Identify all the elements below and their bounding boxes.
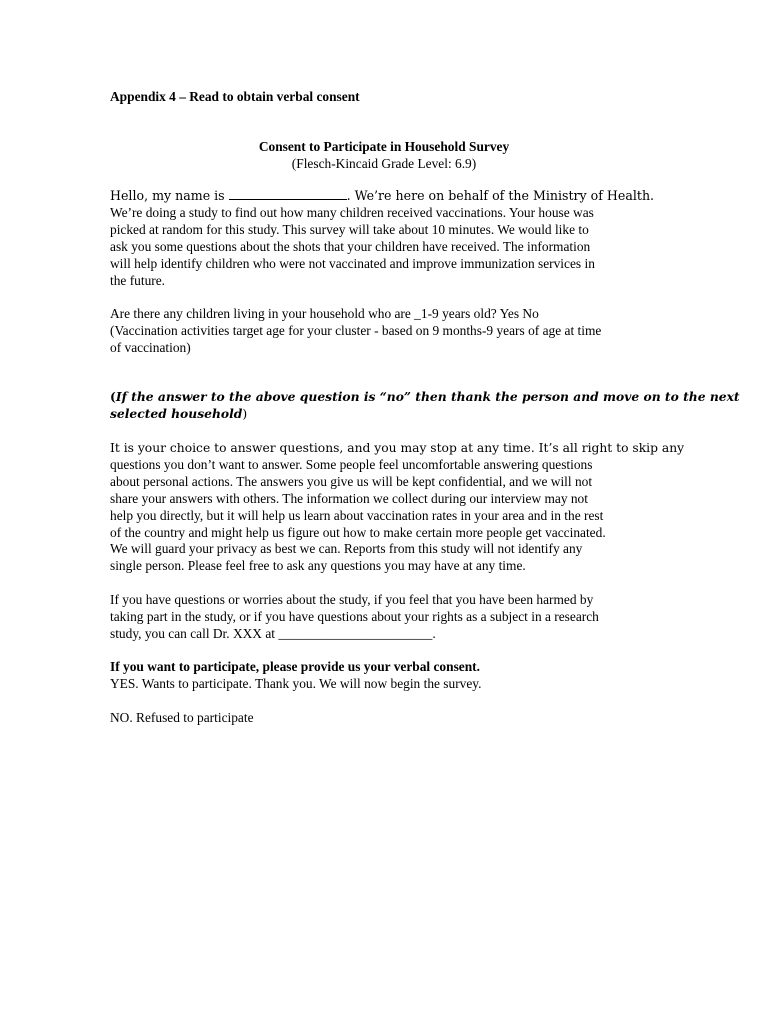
consent-prompt: If you want to participate, please provide us your verbal consent. xyxy=(110,659,480,674)
consent-section xyxy=(110,659,660,693)
open-paren: ( xyxy=(110,389,116,404)
eligibility-paragraph xyxy=(110,306,660,357)
intro-paragraph xyxy=(110,187,660,289)
name-blank xyxy=(229,187,347,200)
contact-paragraph xyxy=(110,592,660,643)
greeting-line xyxy=(110,187,660,205)
document-title: Consent to Participate in Household Survey xyxy=(258,139,510,154)
choice-line: about personal actions. The answers you give us will be kept confidential, and we will not xyxy=(110,473,593,489)
choice-line: It is your choice to answer questions, and you may stop at any time. It’s all right to skip any xyxy=(110,441,685,455)
interviewer-instruction xyxy=(110,389,740,423)
eligibility-line: of vaccination) xyxy=(110,339,191,355)
intro-line: We’re doing a study to find out how many children received vaccinations. Your house was xyxy=(110,204,594,220)
choice-line: We will guard your privacy as best we can. Reports from this study will not identify any xyxy=(110,541,583,557)
appendix-heading: Appendix 4 – Read to obtain verbal consent xyxy=(110,89,360,104)
contact-line: If you have questions or worries about the study, if you feel that you have been harmed by xyxy=(110,592,594,607)
eligibility-line: Are there any children living in your household who are _1-9 years old? Yes No xyxy=(110,306,539,321)
grade-level: (Flesch-Kincaid Grade Level: 6.9) xyxy=(291,156,477,171)
greeting-after: . We’re here on behalf of the Ministry of Health. xyxy=(346,188,655,203)
choice-line: help you directly, but it will help us learn about vaccination rates in your area and in the rest xyxy=(110,507,604,523)
greeting-before: Hello, my name is xyxy=(110,188,229,203)
choice-line: of the country and might help us figure out how to make certain more people get vaccinated. xyxy=(110,524,606,540)
contact-line: study, you can call Dr. XXX at _______________________. xyxy=(110,625,436,641)
instruction-text-2: selected household xyxy=(110,405,243,421)
contact-line: taking part in the study, or if you have questions about your rights as a subject in a research xyxy=(110,608,599,624)
choice-line: share your answers with others. The information we collect during our interview may not xyxy=(110,490,588,506)
intro-line: ask you some questions about the shots that your children have received. The information xyxy=(110,238,591,254)
close-paren: ) xyxy=(242,406,248,421)
consent-no-option: NO. Refused to participate xyxy=(110,710,254,725)
intro-line: will help identify children who were not vaccinated and improve immunization services in xyxy=(110,255,595,271)
consent-no-section xyxy=(110,710,660,727)
choice-line: single person. Please feel free to ask any questions you may have at any time. xyxy=(110,558,526,574)
choice-line: questions you don’t want to answer. Some people feel uncomfortable answering questions xyxy=(110,456,593,472)
consent-yes-option: YES. Wants to participate. Thank you. We will now begin the survey. xyxy=(110,675,482,691)
choice-paragraph xyxy=(110,440,685,575)
instruction-text-1: If the answer to the above question is “no” then thank the person and move on to the next xyxy=(115,389,740,404)
intro-line: the future. xyxy=(110,272,166,288)
intro-line: picked at random for this study. This survey will take about 10 minutes. We would like to xyxy=(110,221,589,237)
eligibility-line: (Vaccination activities target age for your cluster - based on 9 months-9 years of age at time xyxy=(110,322,602,338)
